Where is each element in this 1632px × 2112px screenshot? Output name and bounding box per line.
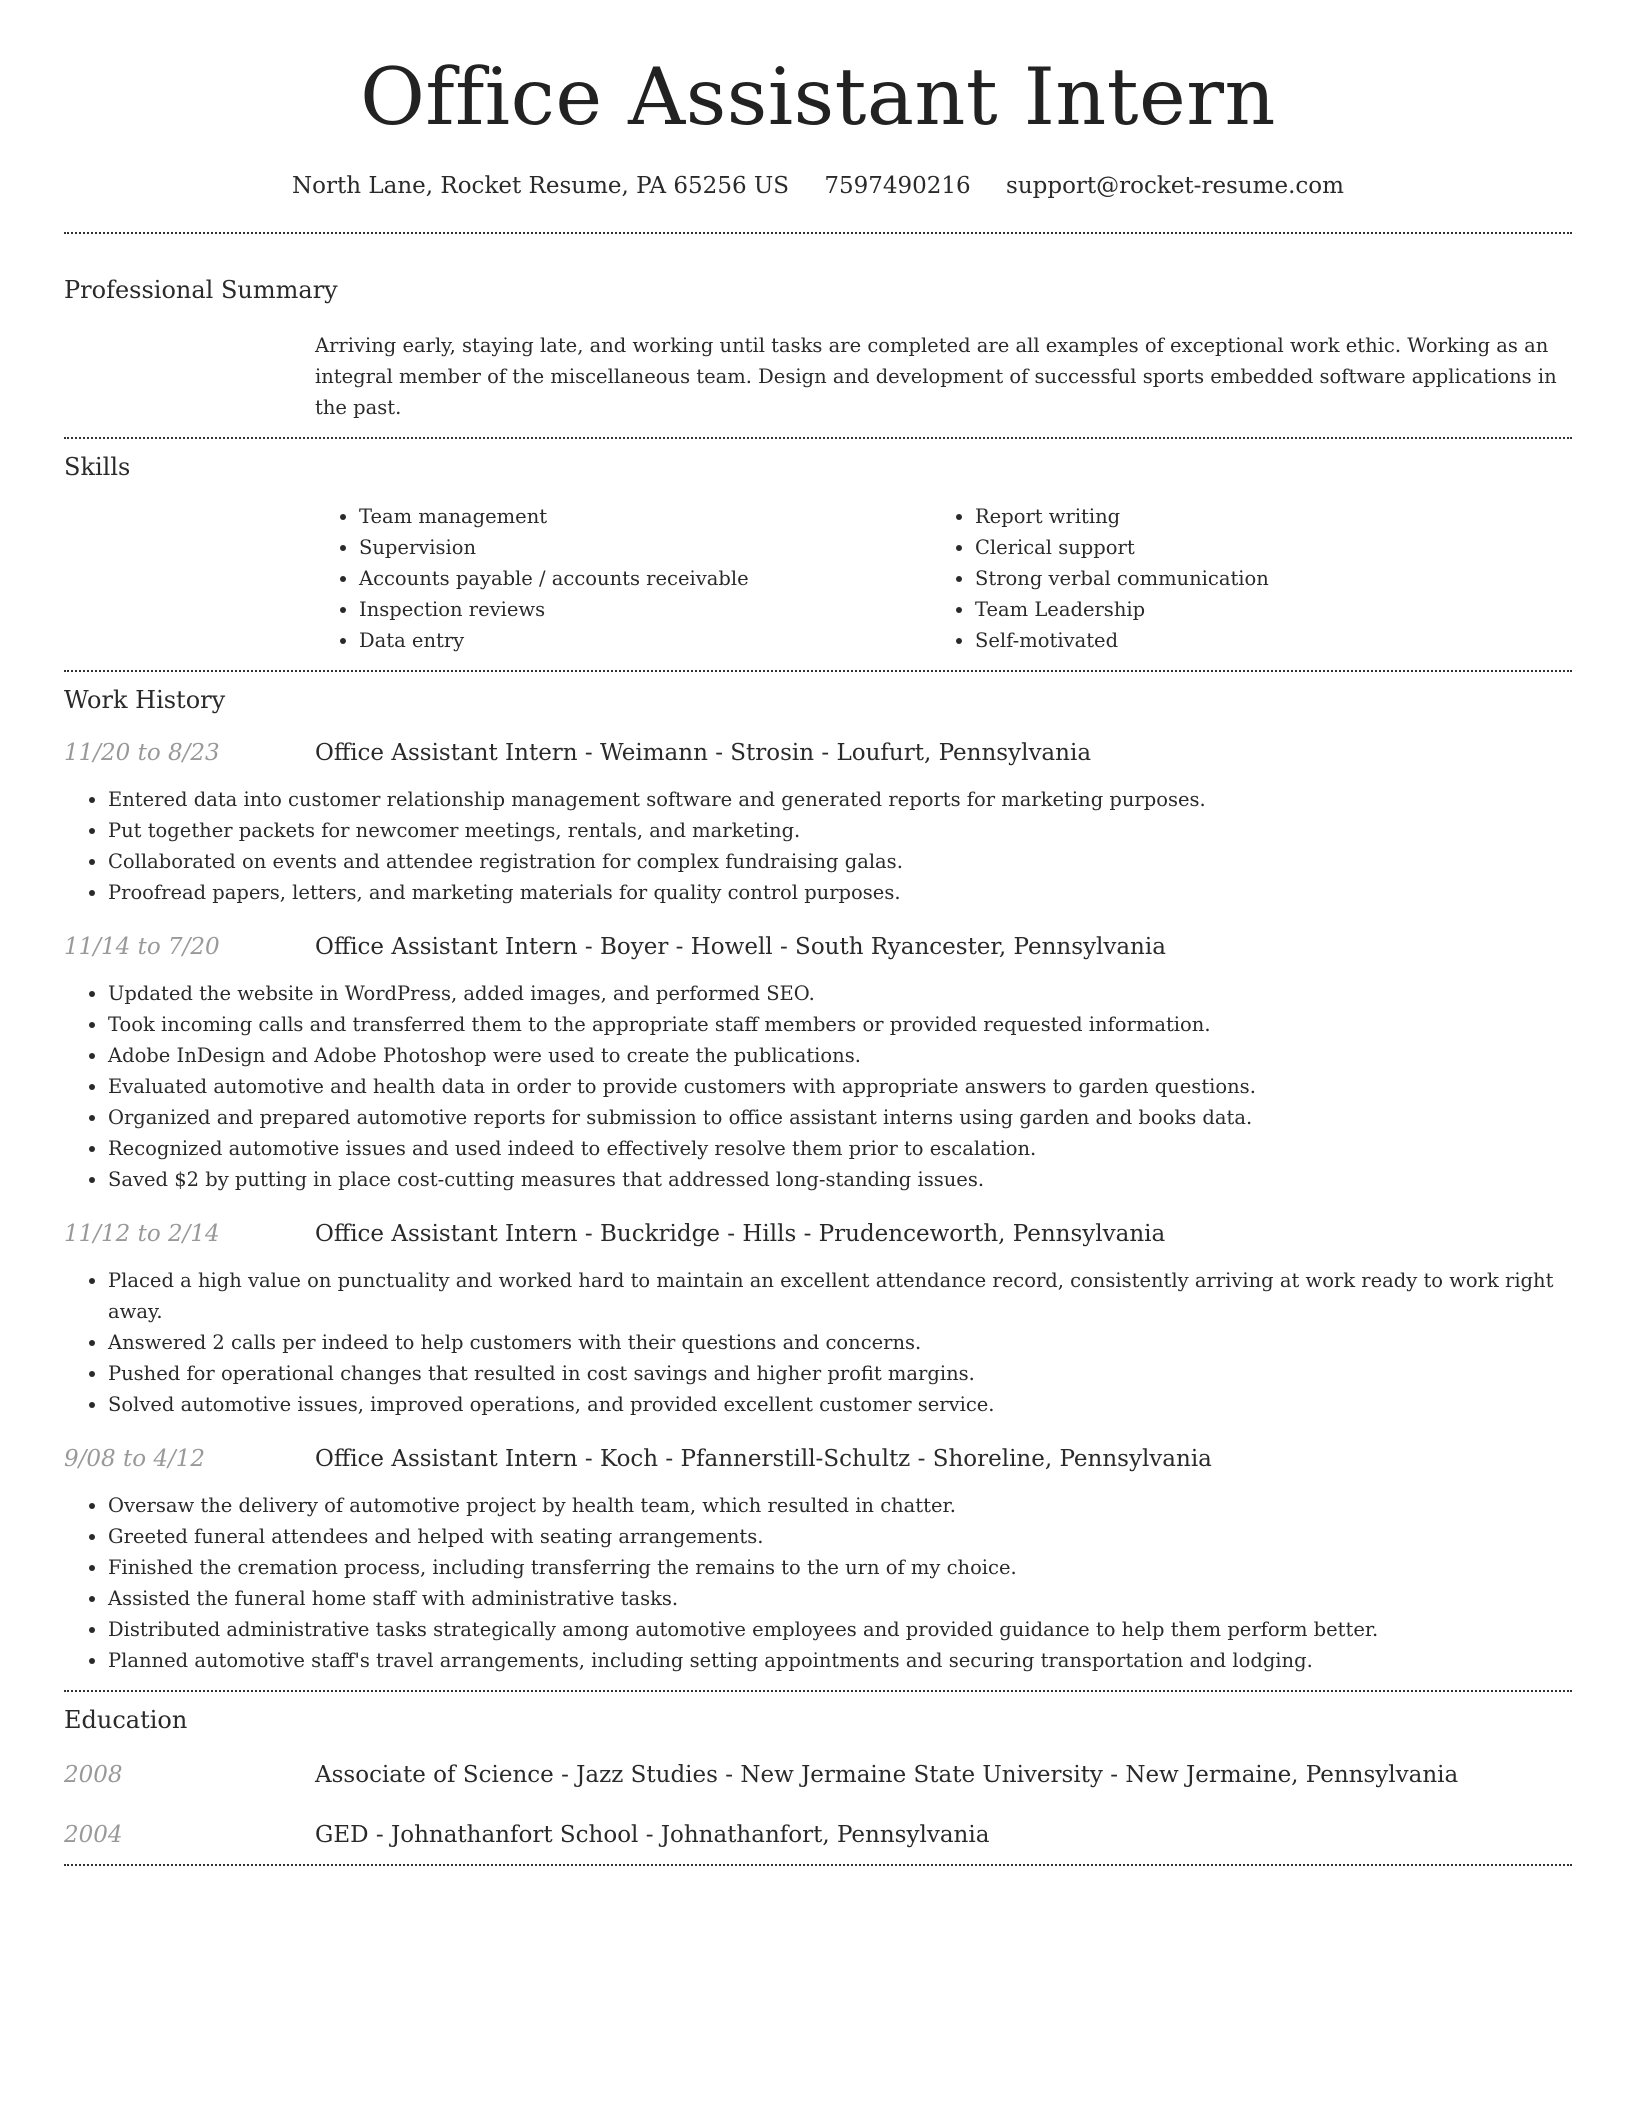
skill-item: • Team management — [359, 501, 931, 532]
contact-line — [64, 173, 1572, 199]
section-divider — [64, 232, 1572, 234]
job-bullet: • Pushed for operational changes that resulted in cost savings and higher profit margins. — [108, 1358, 1572, 1389]
job-bullet: • Updated the website in WordPress, added images, and performed SEO. — [108, 978, 1572, 1009]
job-bullet: • Took incoming calls and transferred them to the appropriate staff members or provided requested information. — [108, 1009, 1572, 1040]
job-bullet: • Greeted funeral attendees and helped with seating arrangements. — [108, 1521, 1572, 1552]
job-title: Office Assistant Intern - Boyer - Howell - South Ryancester, Pennsylvania — [315, 934, 1166, 960]
contact-address: North Lane, Rocket Resume, PA 65256 US — [292, 173, 790, 199]
work-history-heading: Work History — [64, 686, 226, 714]
section-divider — [64, 1690, 1572, 1692]
skill-item: • Supervision — [359, 532, 931, 563]
skill-item: • Self-motivated — [975, 625, 1547, 656]
job-entry — [64, 1221, 1572, 1420]
job-dates: 11/12 to 2/14 — [64, 1221, 220, 1247]
skill-item: • Report writing — [975, 501, 1547, 532]
job-bullet: • Organized and prepared automotive reports for submission to office assistant interns using garden and books data. — [108, 1102, 1572, 1133]
summary-text: Arriving early, staying late, and working until tasks are completed are all examples of exceptional work ethic. Working as an integral member of the miscellaneous team. Design and development of successful sports embedded software applications in the past. — [315, 334, 1557, 419]
job-header — [64, 934, 1572, 960]
job-header — [64, 1446, 1572, 1472]
job-title: Office Assistant Intern - Koch - Pfannerstill-Schultz - Shoreline, Pennsylvania — [315, 1446, 1212, 1472]
job-bullet: • Saved $2 by putting in place cost-cutting measures that addressed long-standing issues. — [108, 1164, 1572, 1195]
contact-email: support@rocket-resume.com — [1006, 173, 1344, 199]
job-header — [64, 740, 1572, 766]
job-bullet: • Answered 2 calls per indeed to help customers with their questions and concerns. — [108, 1327, 1572, 1358]
job-bullets — [64, 784, 1572, 908]
job-entry — [64, 740, 1572, 908]
job-bullet: • Evaluated automotive and health data in order to provide customers with appropriate answers to garden questions. — [108, 1071, 1572, 1102]
job-bullet: • Put together packets for newcomer meetings, rentals, and marketing. — [108, 815, 1572, 846]
job-bullet: • Proofread papers, letters, and marketing materials for quality control purposes. — [108, 877, 1572, 908]
education-year: 2004 — [64, 1822, 123, 1848]
job-bullet: • Adobe InDesign and Adobe Photoshop were used to create the publications. — [108, 1040, 1572, 1071]
job-header — [64, 1221, 1572, 1247]
skills-column-left — [315, 501, 931, 656]
job-bullets — [64, 1490, 1572, 1676]
job-dates: 11/20 to 8/23 — [64, 740, 220, 766]
section-divider — [64, 670, 1572, 672]
job-bullet: • Recognized automotive issues and used indeed to effectively resolve them prior to escalation. — [108, 1133, 1572, 1164]
education-entry — [64, 1762, 1572, 1788]
education-entry — [64, 1822, 1572, 1848]
job-entry — [64, 934, 1572, 1195]
job-entry — [64, 1446, 1572, 1676]
contact-phone: 7597490216 — [824, 173, 971, 199]
education-details: GED - Johnathanfort School - Johnathanfort, Pennsylvania — [315, 1822, 990, 1848]
job-bullet: • Solved automotive issues, improved operations, and provided excellent customer service. — [108, 1389, 1572, 1420]
resume-name: Office Assistant Intern — [360, 51, 1276, 143]
skills-column-right — [931, 501, 1547, 656]
job-bullet: • Oversaw the delivery of automotive project by health team, which resulted in chatter. — [108, 1490, 1572, 1521]
job-bullet: • Planned automotive staff's travel arrangements, including setting appointments and securing transportation and lodging. — [108, 1645, 1572, 1676]
resume-page — [64, 0, 1572, 1866]
job-bullet: • Finished the cremation process, including transferring the remains to the urn of my choice. — [108, 1552, 1572, 1583]
skills-heading: Skills — [64, 453, 131, 481]
job-bullet: • Assisted the funeral home staff with administrative tasks. — [108, 1583, 1572, 1614]
job-bullets — [64, 978, 1572, 1195]
skill-item: • Data entry — [359, 625, 931, 656]
job-bullets — [64, 1265, 1572, 1420]
summary-heading: Professional Summary — [64, 276, 338, 304]
skill-item: • Strong verbal communication — [975, 563, 1547, 594]
job-title: Office Assistant Intern - Buckridge - Hills - Prudenceworth, Pennsylvania — [315, 1221, 1166, 1247]
job-title: Office Assistant Intern - Weimann - Strosin - Loufurt, Pennsylvania — [315, 740, 1092, 766]
job-dates: 9/08 to 4/12 — [64, 1446, 206, 1472]
education-heading: Education — [64, 1706, 188, 1734]
job-bullet: • Collaborated on events and attendee registration for complex fundraising galas. — [108, 846, 1572, 877]
skills-list — [315, 501, 1572, 656]
section-divider — [64, 437, 1572, 439]
skill-item: • Team Leadership — [975, 594, 1547, 625]
education-year: 2008 — [64, 1762, 123, 1788]
skill-item: • Accounts payable / accounts receivable — [359, 563, 931, 594]
skill-item: • Inspection reviews — [359, 594, 931, 625]
job-bullet: • Placed a high value on punctuality and worked hard to maintain an excellent attendance record, consistently arriving at work ready to work right away. — [108, 1265, 1572, 1327]
section-divider — [64, 1864, 1572, 1866]
education-details: Associate of Science - Jazz Studies - New Jermaine State University - New Jermaine, Pennsylvania — [315, 1762, 1459, 1788]
job-dates: 11/14 to 7/20 — [64, 934, 220, 960]
job-bullet: • Distributed administrative tasks strategically among automotive employees and provided guidance to help them perform better. — [108, 1614, 1572, 1645]
skill-item: • Clerical support — [975, 532, 1547, 563]
job-bullet: • Entered data into customer relationship management software and generated reports for marketing purposes. — [108, 784, 1572, 815]
